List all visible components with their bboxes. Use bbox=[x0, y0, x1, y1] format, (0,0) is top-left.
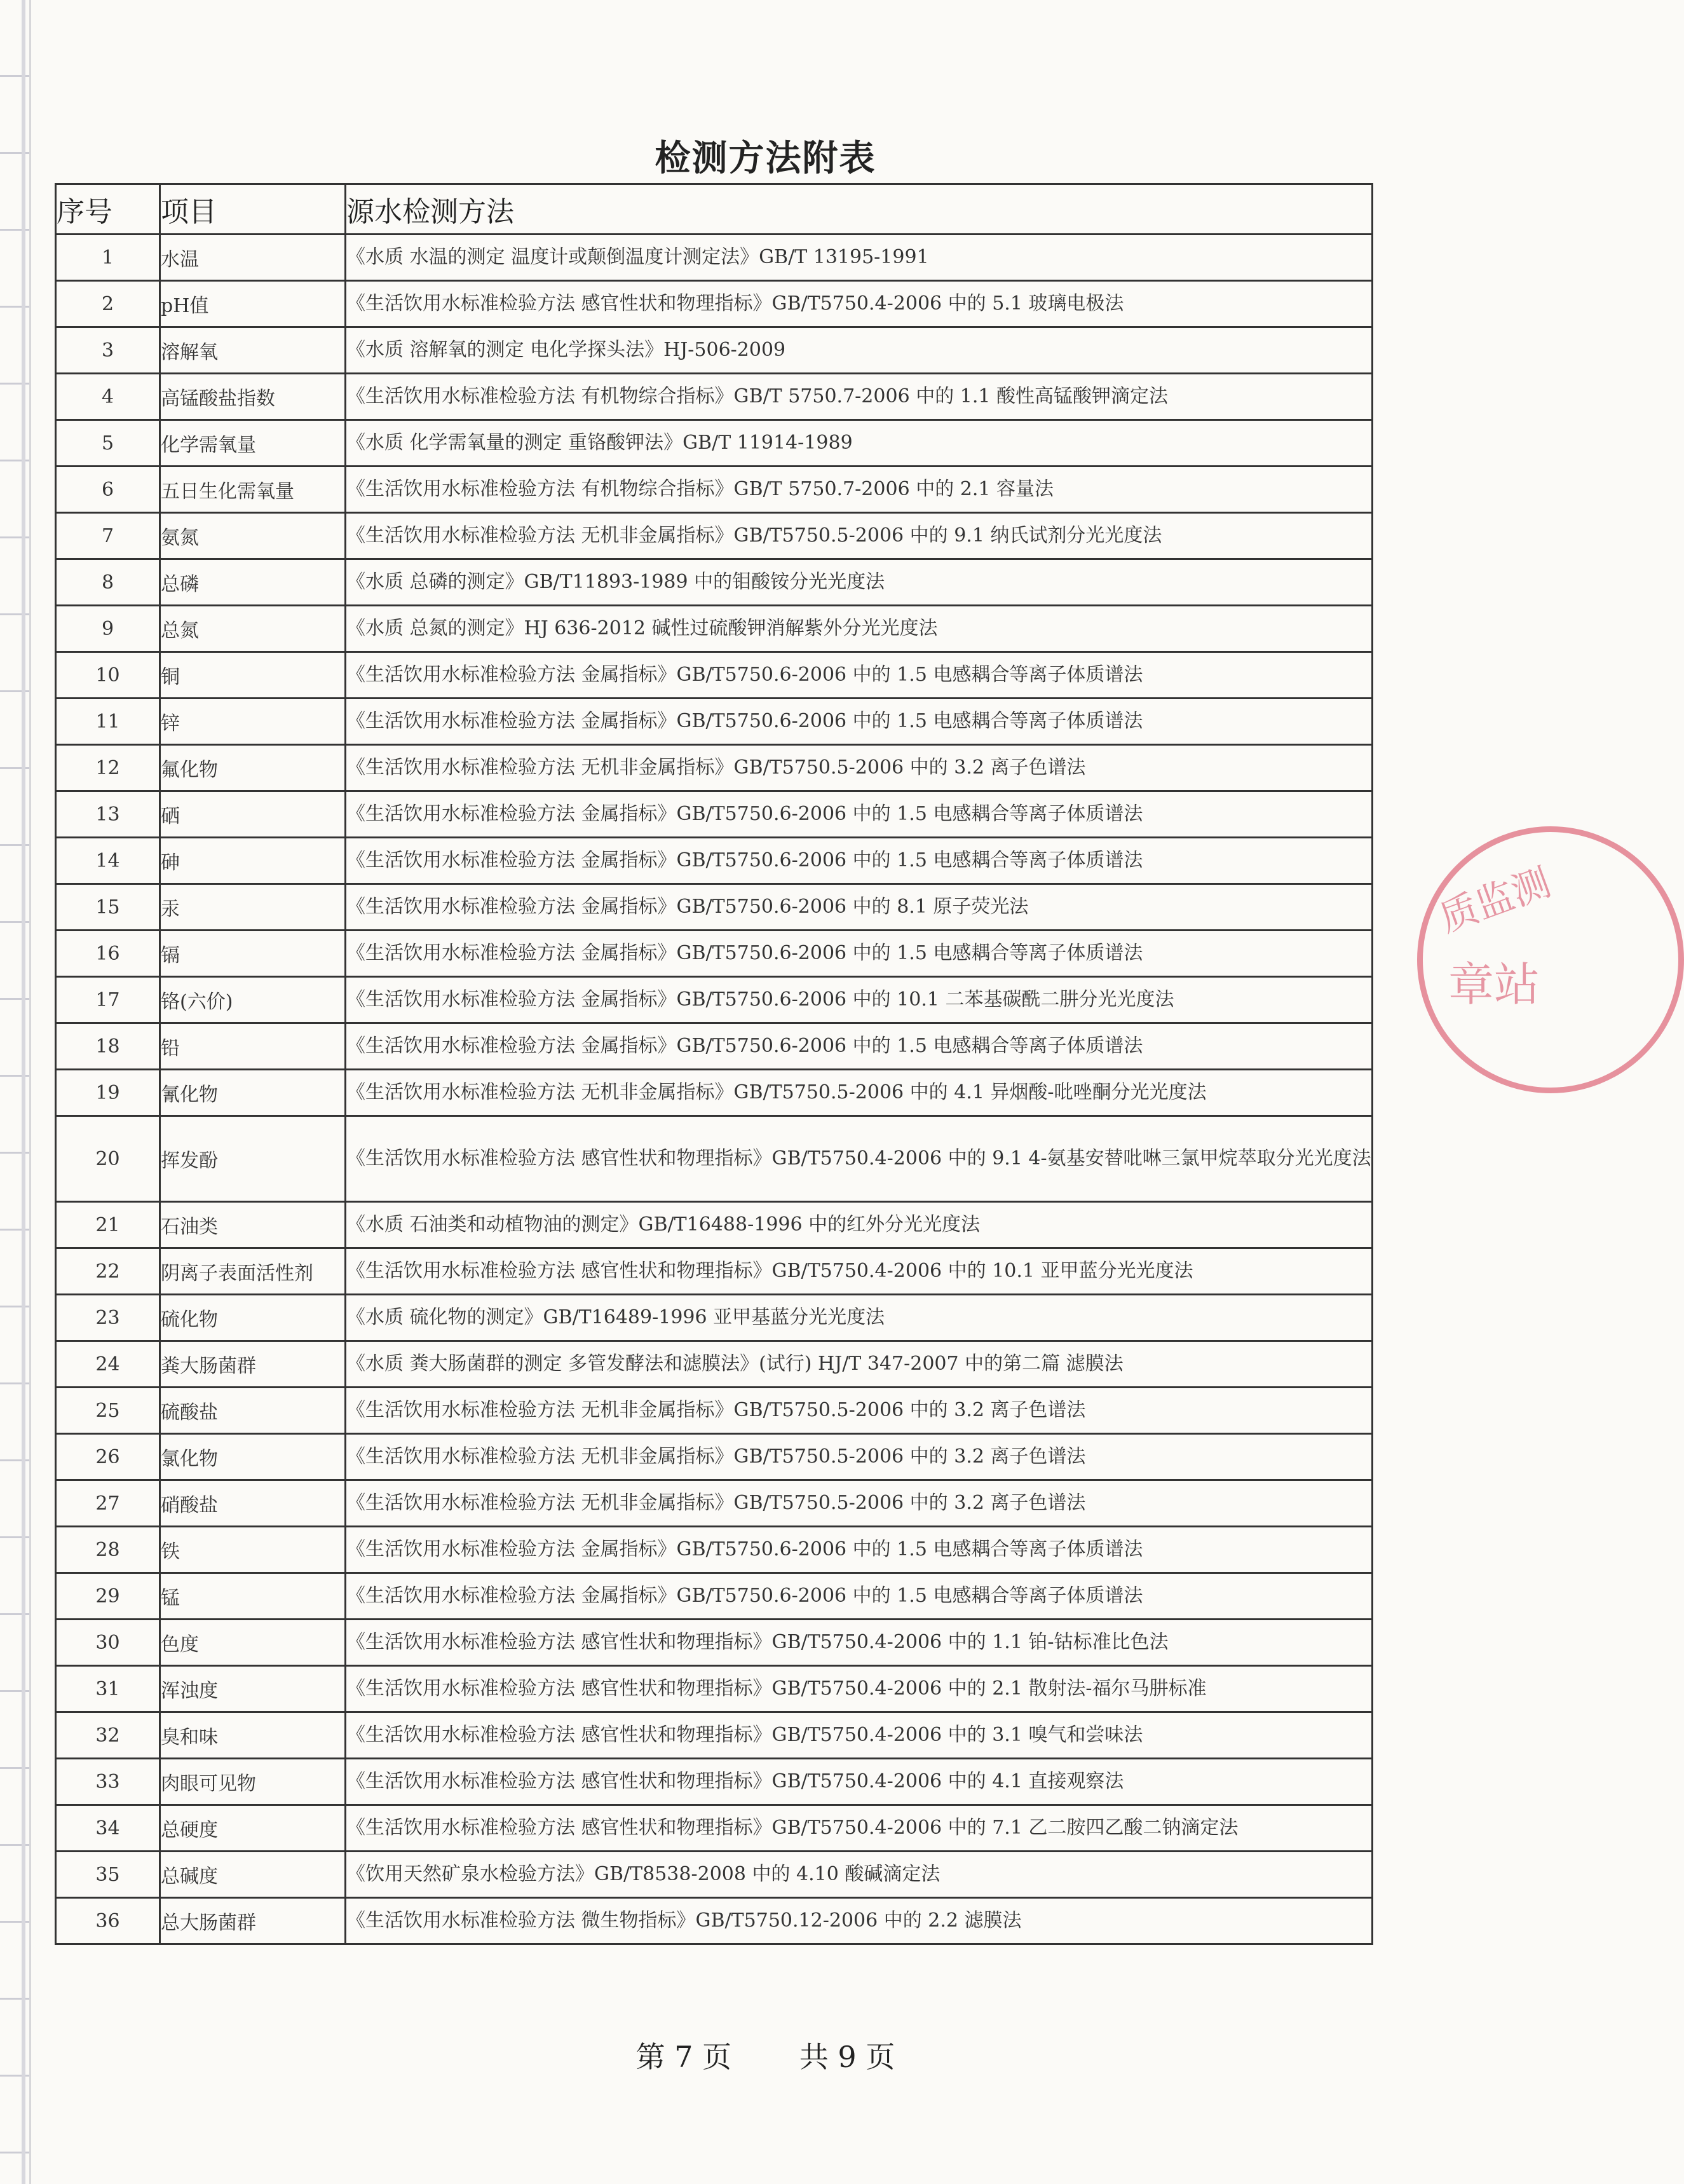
row-method: 《水质 硫化物的测定》GB/T16489-1996 亚甲基蓝分光光度法 bbox=[346, 1295, 1373, 1341]
row-method: 《生活饮用水标准检验方法 金属指标》GB/T5750.6-2006 中的 1.5 电感耦合等离子体质谱法 bbox=[346, 1573, 1373, 1620]
row-item: 石油类 bbox=[160, 1202, 346, 1248]
table-row bbox=[56, 1248, 1373, 1295]
binder-edge bbox=[0, 0, 31, 2184]
row-method: 《生活饮用水标准检验方法 感官性状和物理指标》GB/T5750.4-2006 中的 10.1 亚甲蓝分光光度法 bbox=[346, 1248, 1373, 1295]
methods-table bbox=[55, 183, 1373, 1945]
row-seq: 21 bbox=[56, 1202, 160, 1248]
table-row bbox=[56, 931, 1373, 977]
row-item: 粪大肠菌群 bbox=[160, 1341, 346, 1388]
row-seq: 5 bbox=[56, 420, 160, 467]
table-row bbox=[56, 1434, 1373, 1480]
row-seq: 36 bbox=[56, 1898, 160, 1944]
row-method: 《生活饮用水标准检验方法 金属指标》GB/T5750.6-2006 中的 1.5 电感耦合等离子体质谱法 bbox=[346, 652, 1373, 699]
row-seq: 32 bbox=[56, 1712, 160, 1759]
row-method: 《饮用天然矿泉水检验方法》GB/T8538-2008 中的 4.10 酸碱滴定法 bbox=[346, 1852, 1373, 1898]
row-item: 锰 bbox=[160, 1573, 346, 1620]
table-row bbox=[56, 652, 1373, 699]
row-item: 铜 bbox=[160, 652, 346, 699]
row-seq: 31 bbox=[56, 1666, 160, 1712]
row-item: 总氮 bbox=[160, 606, 346, 652]
row-seq: 6 bbox=[56, 467, 160, 513]
official-seal bbox=[1417, 826, 1684, 1093]
row-method: 《水质 石油类和动植物油的测定》GB/T16488-1996 中的红外分光光度法 bbox=[346, 1202, 1373, 1248]
row-item: 溶解氧 bbox=[160, 327, 346, 374]
table-row bbox=[56, 606, 1373, 652]
row-item: 高锰酸盐指数 bbox=[160, 374, 346, 420]
row-seq: 18 bbox=[56, 1023, 160, 1070]
table-row bbox=[56, 1805, 1373, 1852]
row-item: 化学需氧量 bbox=[160, 420, 346, 467]
row-seq: 11 bbox=[56, 699, 160, 745]
row-item: 肉眼可见物 bbox=[160, 1759, 346, 1805]
row-method: 《生活饮用水标准检验方法 金属指标》GB/T5750.6-2006 中的 1.5 电感耦合等离子体质谱法 bbox=[346, 699, 1373, 745]
table-row bbox=[56, 1480, 1373, 1527]
row-item: 氰化物 bbox=[160, 1070, 346, 1116]
row-item: 总磷 bbox=[160, 559, 346, 606]
row-seq: 3 bbox=[56, 327, 160, 374]
row-item: 水温 bbox=[160, 235, 346, 281]
row-method: 《生活饮用水标准检验方法 金属指标》GB/T5750.6-2006 中的 1.5 电感耦合等离子体质谱法 bbox=[346, 791, 1373, 838]
row-seq: 10 bbox=[56, 652, 160, 699]
row-seq: 7 bbox=[56, 513, 160, 559]
row-item: 氯化物 bbox=[160, 1434, 346, 1480]
table-row bbox=[56, 1527, 1373, 1573]
row-item: 硒 bbox=[160, 791, 346, 838]
document-title: 检测方法附表 bbox=[655, 137, 876, 179]
row-item: 硫化物 bbox=[160, 1295, 346, 1341]
table-row bbox=[56, 699, 1373, 745]
row-seq: 27 bbox=[56, 1480, 160, 1527]
table-row bbox=[56, 1620, 1373, 1666]
row-item: 氟化物 bbox=[160, 745, 346, 791]
table-row bbox=[56, 513, 1373, 559]
row-seq: 20 bbox=[56, 1116, 160, 1202]
row-seq: 13 bbox=[56, 791, 160, 838]
table-row bbox=[56, 1295, 1373, 1341]
row-method: 《生活饮用水标准检验方法 感官性状和物理指标》GB/T5750.4-2006 中的 9.1 4-氨基安替吡啉三氯甲烷萃取分光光度法 bbox=[346, 1116, 1373, 1202]
row-method: 《水质 化学需氧量的测定 重铬酸钾法》GB/T 11914-1989 bbox=[346, 420, 1373, 467]
row-method: 《生活饮用水标准检验方法 金属指标》GB/T5750.6-2006 中的 1.5 电感耦合等离子体质谱法 bbox=[346, 1023, 1373, 1070]
table-row bbox=[56, 374, 1373, 420]
table-row bbox=[56, 467, 1373, 513]
row-method: 《生活饮用水标准检验方法 微生物指标》GB/T5750.12-2006 中的 2.2 滤膜法 bbox=[346, 1898, 1373, 1944]
row-item: 阴离子表面活性剂 bbox=[160, 1248, 346, 1295]
row-method: 《生活饮用水标准检验方法 无机非金属指标》GB/T5750.5-2006 中的 3.2 离子色谱法 bbox=[346, 1388, 1373, 1434]
page-footer bbox=[0, 2034, 1531, 2076]
row-seq: 19 bbox=[56, 1070, 160, 1116]
row-method: 《生活饮用水标准检验方法 有机物综合指标》GB/T 5750.7-2006 中的 2.1 容量法 bbox=[346, 467, 1373, 513]
table-row bbox=[56, 559, 1373, 606]
row-item: 总硬度 bbox=[160, 1805, 346, 1852]
row-item: 五日生化需氧量 bbox=[160, 467, 346, 513]
row-method: 《生活饮用水标准检验方法 金属指标》GB/T5750.6-2006 中的 10.1 二苯基碳酰二肼分光光度法 bbox=[346, 977, 1373, 1023]
row-method: 《生活饮用水标准检验方法 感官性状和物理指标》GB/T5750.4-2006 中的 4.1 直接观察法 bbox=[346, 1759, 1373, 1805]
table-row bbox=[56, 1666, 1373, 1712]
table-row bbox=[56, 327, 1373, 374]
row-seq: 26 bbox=[56, 1434, 160, 1480]
table-row bbox=[56, 1202, 1373, 1248]
table-row bbox=[56, 1898, 1373, 1944]
row-item: 硫酸盐 bbox=[160, 1388, 346, 1434]
row-method: 《生活饮用水标准检验方法 金属指标》GB/T5750.6-2006 中的 8.1 原子荧光法 bbox=[346, 884, 1373, 931]
row-item: 硝酸盐 bbox=[160, 1480, 346, 1527]
row-seq: 25 bbox=[56, 1388, 160, 1434]
row-item: 镉 bbox=[160, 931, 346, 977]
table-row bbox=[56, 1712, 1373, 1759]
row-seq: 14 bbox=[56, 838, 160, 884]
table-row bbox=[56, 281, 1373, 327]
row-seq: 1 bbox=[56, 235, 160, 281]
table-body bbox=[56, 235, 1373, 1944]
row-method: 《生活饮用水标准检验方法 无机非金属指标》GB/T5750.5-2006 中的 3.2 离子色谱法 bbox=[346, 1434, 1373, 1480]
row-method: 《生活饮用水标准检验方法 无机非金属指标》GB/T5750.5-2006 中的 3.2 离子色谱法 bbox=[346, 1480, 1373, 1527]
row-seq: 17 bbox=[56, 977, 160, 1023]
page-total: 共 9 页 bbox=[799, 2040, 895, 2074]
row-method: 《生活饮用水标准检验方法 金属指标》GB/T5750.6-2006 中的 1.5 电感耦合等离子体质谱法 bbox=[346, 1527, 1373, 1573]
row-seq: 22 bbox=[56, 1248, 160, 1295]
row-seq: 33 bbox=[56, 1759, 160, 1805]
row-item: pH值 bbox=[160, 281, 346, 327]
row-seq: 4 bbox=[56, 374, 160, 420]
table-row bbox=[56, 745, 1373, 791]
table-row bbox=[56, 1388, 1373, 1434]
row-seq: 28 bbox=[56, 1527, 160, 1573]
row-item: 砷 bbox=[160, 838, 346, 884]
table-row bbox=[56, 1341, 1373, 1388]
row-method: 《水质 粪大肠菌群的测定 多管发酵法和滤膜法》(试行) HJ/T 347-2007 中的第二篇 滤膜法 bbox=[346, 1341, 1373, 1388]
table-row bbox=[56, 1023, 1373, 1070]
seal-arc-text: 质监测 bbox=[1434, 860, 1557, 941]
table-row bbox=[56, 884, 1373, 931]
binder-spine bbox=[22, 0, 25, 2184]
row-seq: 16 bbox=[56, 931, 160, 977]
row-seq: 24 bbox=[56, 1341, 160, 1388]
row-method: 《水质 水温的测定 温度计或颠倒温度计测定法》GB/T 13195-1991 bbox=[346, 235, 1373, 281]
row-item: 挥发酚 bbox=[160, 1116, 346, 1202]
row-method: 《生活饮用水标准检验方法 感官性状和物理指标》GB/T5750.4-2006 中的 7.1 乙二胺四乙酸二钠滴定法 bbox=[346, 1805, 1373, 1852]
row-seq: 29 bbox=[56, 1573, 160, 1620]
table-row bbox=[56, 1573, 1373, 1620]
seal-center-text: 章站 bbox=[1448, 958, 1540, 1011]
row-item: 臭和味 bbox=[160, 1712, 346, 1759]
table-row bbox=[56, 977, 1373, 1023]
row-method: 《水质 总磷的测定》GB/T11893-1989 中的钼酸铵分光光度法 bbox=[346, 559, 1373, 606]
row-seq: 2 bbox=[56, 281, 160, 327]
table-row bbox=[56, 1852, 1373, 1898]
row-item: 色度 bbox=[160, 1620, 346, 1666]
header-method: 源水检测方法 bbox=[346, 184, 1373, 235]
table-row bbox=[56, 838, 1373, 884]
row-method: 《水质 总氮的测定》HJ 636-2012 碱性过硫酸钾消解紫外分光光度法 bbox=[346, 606, 1373, 652]
row-seq: 12 bbox=[56, 745, 160, 791]
table-row bbox=[56, 1116, 1373, 1202]
table-row bbox=[56, 420, 1373, 467]
row-seq: 34 bbox=[56, 1805, 160, 1852]
table-row bbox=[56, 235, 1373, 281]
row-method: 《生活饮用水标准检验方法 无机非金属指标》GB/T5750.5-2006 中的 3.2 离子色谱法 bbox=[346, 745, 1373, 791]
page-number: 第 7 页 bbox=[635, 2040, 732, 2074]
header-seq: 序号 bbox=[56, 184, 160, 235]
row-method: 《生活饮用水标准检验方法 感官性状和物理指标》GB/T5750.4-2006 中的 3.1 嗅气和尝味法 bbox=[346, 1712, 1373, 1759]
row-item: 浑浊度 bbox=[160, 1666, 346, 1712]
row-seq: 8 bbox=[56, 559, 160, 606]
row-method: 《生活饮用水标准检验方法 无机非金属指标》GB/T5750.5-2006 中的 4.1 异烟酸-吡唑酮分光光度法 bbox=[346, 1070, 1373, 1116]
header-item: 项目 bbox=[160, 184, 346, 235]
row-method: 《生活饮用水标准检验方法 无机非金属指标》GB/T5750.5-2006 中的 9.1 纳氏试剂分光光度法 bbox=[346, 513, 1373, 559]
table-row bbox=[56, 791, 1373, 838]
row-method: 《生活饮用水标准检验方法 有机物综合指标》GB/T 5750.7-2006 中的 1.1 酸性高锰酸钾滴定法 bbox=[346, 374, 1373, 420]
row-item: 锌 bbox=[160, 699, 346, 745]
row-item: 总大肠菌群 bbox=[160, 1898, 346, 1944]
row-item: 铅 bbox=[160, 1023, 346, 1070]
row-seq: 35 bbox=[56, 1852, 160, 1898]
row-item: 氨氮 bbox=[160, 513, 346, 559]
row-item: 铬(六价) bbox=[160, 977, 346, 1023]
row-method: 《水质 溶解氧的测定 电化学探头法》HJ-506-2009 bbox=[346, 327, 1373, 374]
row-method: 《生活饮用水标准检验方法 感官性状和物理指标》GB/T5750.4-2006 中的 5.1 玻璃电极法 bbox=[346, 281, 1373, 327]
row-item: 汞 bbox=[160, 884, 346, 931]
row-item: 铁 bbox=[160, 1527, 346, 1573]
row-method: 《生活饮用水标准检验方法 感官性状和物理指标》GB/T5750.4-2006 中的 1.1 铂-钴标准比色法 bbox=[346, 1620, 1373, 1666]
table-row bbox=[56, 1759, 1373, 1805]
row-method: 《生活饮用水标准检验方法 感官性状和物理指标》GB/T5750.4-2006 中的 2.1 散射法-福尔马肼标准 bbox=[346, 1666, 1373, 1712]
row-seq: 23 bbox=[56, 1295, 160, 1341]
row-seq: 15 bbox=[56, 884, 160, 931]
table-row bbox=[56, 1070, 1373, 1116]
row-method: 《生活饮用水标准检验方法 金属指标》GB/T5750.6-2006 中的 1.5 电感耦合等离子体质谱法 bbox=[346, 838, 1373, 884]
row-method: 《生活饮用水标准检验方法 金属指标》GB/T5750.6-2006 中的 1.5 电感耦合等离子体质谱法 bbox=[346, 931, 1373, 977]
row-seq: 30 bbox=[56, 1620, 160, 1666]
row-item: 总碱度 bbox=[160, 1852, 346, 1898]
table-header-row bbox=[56, 184, 1373, 235]
row-seq: 9 bbox=[56, 606, 160, 652]
